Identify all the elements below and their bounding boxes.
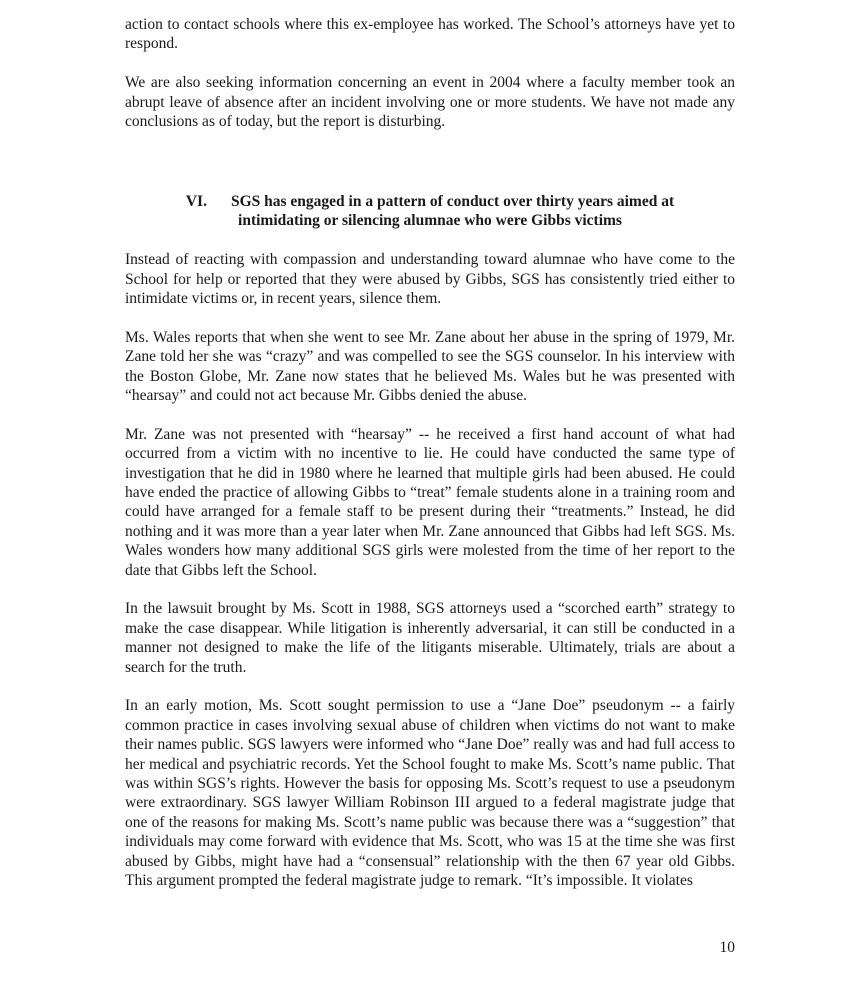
paragraph-scott-lawsuit: In the lawsuit brought by Ms. Scott in 1988, SGS attorneys used a “scorched earth” strategy to make the case disappear. While litigation is inherently adversarial, it can still be conducted in a manner not designed to make the life of the litigants miserable. Ultimately, trials are about a search for the truth. xyxy=(125,600,735,676)
page-footer xyxy=(125,938,735,957)
paragraph-contact-schools: action to contact schools where this ex-employee has worked. The School’s attorneys have yet to respond. xyxy=(125,16,735,53)
section-number: VI. xyxy=(185,192,207,210)
section-heading xyxy=(125,192,735,231)
page-number: 10 xyxy=(719,939,735,957)
paragraph-2004-event: We are also seeking information concerning an event in 2004 where a faculty member took an abrupt leave of absence after an incident involving one or more students. We have not made any conclusions as of today, but the report is disturbing. xyxy=(125,74,735,131)
paragraph-wales-reports: Ms. Wales reports that when she went to see Mr. Zane about her abuse in the spring of 1979, Mr. Zane told her she was “crazy” and was compelled to see the SGS counselor. In his interview with the Boston Globe, Mr. Zane now states that he believed Ms. Wales but he was presented with “hearsay” and could not act because Mr. Gibbs denied the abuse. xyxy=(125,328,735,404)
section-heading-text-line2: intimidating or silencing alumnae who were Gibbs victims xyxy=(238,212,622,230)
section-heading-line1 xyxy=(186,193,674,210)
paragraph-instead-of-reacting: Instead of reacting with compassion and understanding toward alumnae who have come to the School for help or reported that they were abused by Gibbs, SGS has consistently tried either to intimidate victims or, in recent years, silence them. xyxy=(125,251,735,307)
document-body xyxy=(125,15,735,890)
paragraph-zane-hearsay: Mr. Zane was not presented with “hearsay” -- he received a first hand account of what had occurred from a victim with no incentive to lie. He could have conducted the same type of investigation that he did in 1980 where he learned that multiple girls had been abused. He could have ended the practice of allowing Gibbs to “treat” female students alone in a training room and could have arranged for a female staff to be present during their “treatments.” Instead, he did nothing and it was more than a year later when Mr. Zane announced that Gibbs had left SGS. Ms. Wales wonders how many additional SGS girls were molested from the time of her report to the date that Gibbs left the School. xyxy=(125,425,735,579)
paragraph-jane-doe-motion: In an early motion, Ms. Scott sought permission to use a “Jane Doe” pseudonym -- a fairly common practice in cases involving sexual abuse of children when victims do not want to make their names public. SGS lawyers were informed who “Jane Doe” really was and had full access to her medical and psychiatric records. Yet the School fought to make Ms. Scott’s name public. That was within SGS’s rights. However the basis for opposing Ms. Scott’s request to use a pseudonym were extraordinary. SGS lawyer William Robinson III argued to a federal magistrate judge that one of the reasons for making Ms. Scott’s name public was because there was a “suggestion” that individuals may come forward with evidence that Ms. Scott, who was 15 at the time she was first abused by Gibbs, might have had a “consensual” relationship with the then 67 year old Gibbs. This argument prompted the federal magistrate judge to remark. “It’s impossible. It violates xyxy=(125,697,735,890)
section-heading-text-line1: SGS has engaged in a pattern of conduct over thirty years aimed at xyxy=(230,192,675,210)
